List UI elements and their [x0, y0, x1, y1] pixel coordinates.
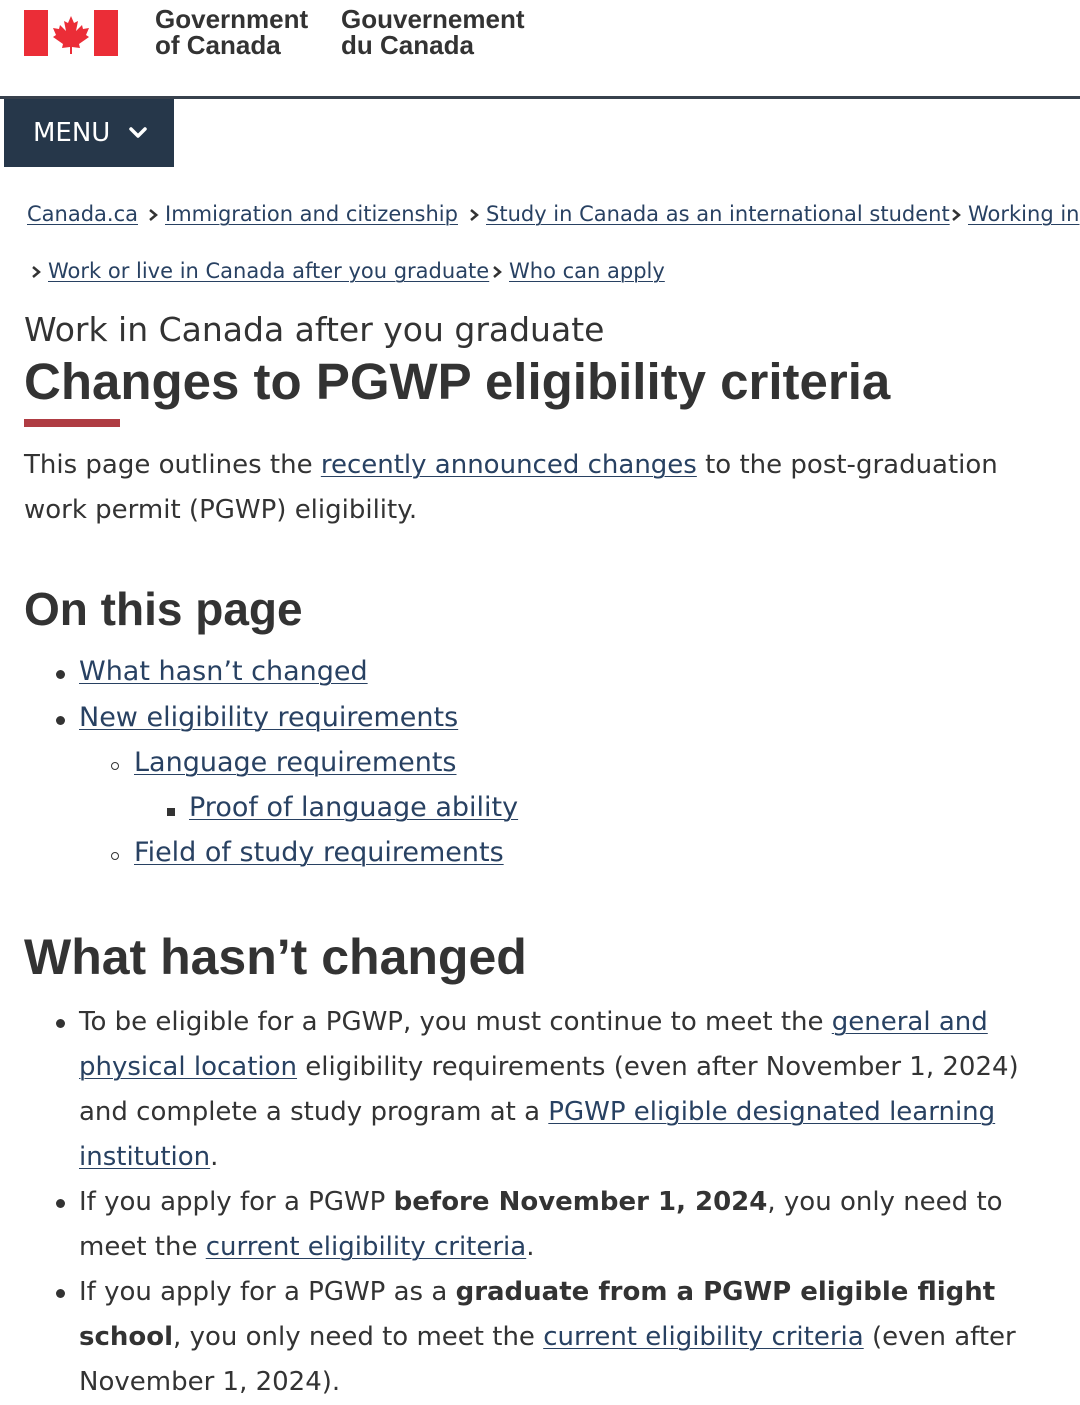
chevron-right-icon [491, 265, 503, 279]
item2-text-b: , you only need to meet the [79, 1187, 1003, 1262]
toc-link-proof-of-language[interactable]: Proof of language ability [189, 792, 519, 823]
breadcrumb-link-who-can-apply[interactable]: Who can apply [509, 259, 665, 283]
signature-fr-line2: du Canada [341, 30, 474, 60]
list-item [79, 1270, 1059, 1405]
item3-bold: graduate from a PGWP eligible flight school [79, 1277, 996, 1352]
breadcrumb-link-work-live[interactable]: Work or live in Canada after you graduate [48, 259, 490, 283]
breadcrumb-link-working[interactable]: Working in [968, 202, 1080, 226]
item2-text-a: If you apply for a PGWP [79, 1187, 394, 1217]
breadcrumb-item-working [950, 202, 1079, 226]
item1-text-a: To be eligible for a PGWP, you must continue to meet the [79, 1007, 832, 1037]
bullet-square [167, 808, 175, 816]
item1-text-b: eligibility requirements (even after November 1, 2024) and complete a study program at a [79, 1052, 1019, 1127]
item3-text-a: If you apply for a PGWP as a [79, 1277, 456, 1307]
chevron-right-icon [950, 208, 962, 222]
breadcrumb-item-study [468, 202, 950, 226]
signature-french[interactable] [341, 6, 525, 58]
list-item [79, 1180, 1059, 1270]
breadcrumb-item-canada [27, 202, 138, 226]
current-eligibility-criteria-link[interactable]: current eligibility criteria [205, 1232, 527, 1262]
item1-text-c: . [210, 1142, 219, 1172]
signature-en-line2: of Canada [155, 30, 281, 60]
signature-fr-line1: Gouvernement [341, 4, 525, 34]
current-eligibility-criteria-link-2[interactable]: current eligibility criteria [543, 1322, 864, 1352]
title-accent-rule [24, 419, 120, 427]
chevron-right-icon [468, 208, 480, 222]
breadcrumb-item-immigration [147, 202, 458, 226]
on-this-page-heading: On this page [24, 583, 303, 635]
item2-bold: before November 1, 2024 [393, 1187, 768, 1217]
toc-item [134, 837, 504, 868]
menu-button[interactable] [4, 99, 174, 167]
bullet-disc [56, 1019, 65, 1028]
bullet-disc [56, 1289, 65, 1298]
intro-paragraph [24, 443, 1024, 533]
site-header [0, 0, 1080, 99]
bullet-circle [111, 762, 119, 770]
bullet-disc [56, 716, 65, 725]
toc-link-field-of-study[interactable]: Field of study requirements [134, 837, 504, 868]
intro-text-after: to the post-graduation work permit (PGWP) eligibility. [24, 450, 998, 525]
item3-text-c: (even after November 1, 2024). [79, 1322, 1016, 1397]
signature-english[interactable] [155, 6, 308, 58]
toc-item [189, 792, 518, 823]
item3-text-b: , you only need to meet the [173, 1322, 544, 1352]
breadcrumb-link-canada[interactable]: Canada.ca [27, 202, 138, 226]
chevron-right-icon [30, 265, 42, 279]
breadcrumb-link-study[interactable]: Study in Canada as an international student [486, 202, 950, 226]
bullet-disc [56, 670, 65, 679]
item2-text-c: . [526, 1232, 535, 1262]
toc-item [79, 656, 368, 687]
list-item [79, 1000, 1059, 1180]
page-title: Changes to PGWP eligibility criteria [24, 353, 891, 410]
intro-text-before: This page outlines the [24, 450, 321, 480]
breadcrumb-item-work-live [30, 259, 489, 283]
toc-link-what-hasnt-changed[interactable]: What hasn’t changed [79, 656, 368, 687]
breadcrumb-link-immigration[interactable]: Immigration and citizenship [165, 202, 458, 226]
general-physical-location-link[interactable]: general and physical location [79, 1007, 988, 1082]
page-subtitle: Work in Canada after you graduate [24, 310, 605, 349]
toc-item [79, 702, 458, 733]
bullet-disc [56, 1199, 65, 1208]
what-hasnt-changed-heading: What hasn’t changed [24, 929, 527, 985]
canada-flag-icon[interactable] [24, 10, 118, 56]
pgwp-eligible-dli-link[interactable]: PGWP eligible designated learning institution [79, 1097, 996, 1172]
recently-announced-changes-link[interactable]: recently announced changes [320, 450, 697, 480]
chevron-down-icon [128, 126, 148, 140]
toc-link-new-eligibility[interactable]: New eligibility requirements [79, 702, 459, 733]
toc-item [134, 747, 457, 778]
menu-label: MENU [33, 118, 111, 148]
chevron-right-icon [147, 208, 159, 222]
breadcrumb-item-who-can-apply [491, 259, 665, 283]
bullet-circle [111, 852, 119, 860]
signature-en-line1: Government [155, 4, 309, 34]
toc-link-language-requirements[interactable]: Language requirements [134, 747, 457, 778]
